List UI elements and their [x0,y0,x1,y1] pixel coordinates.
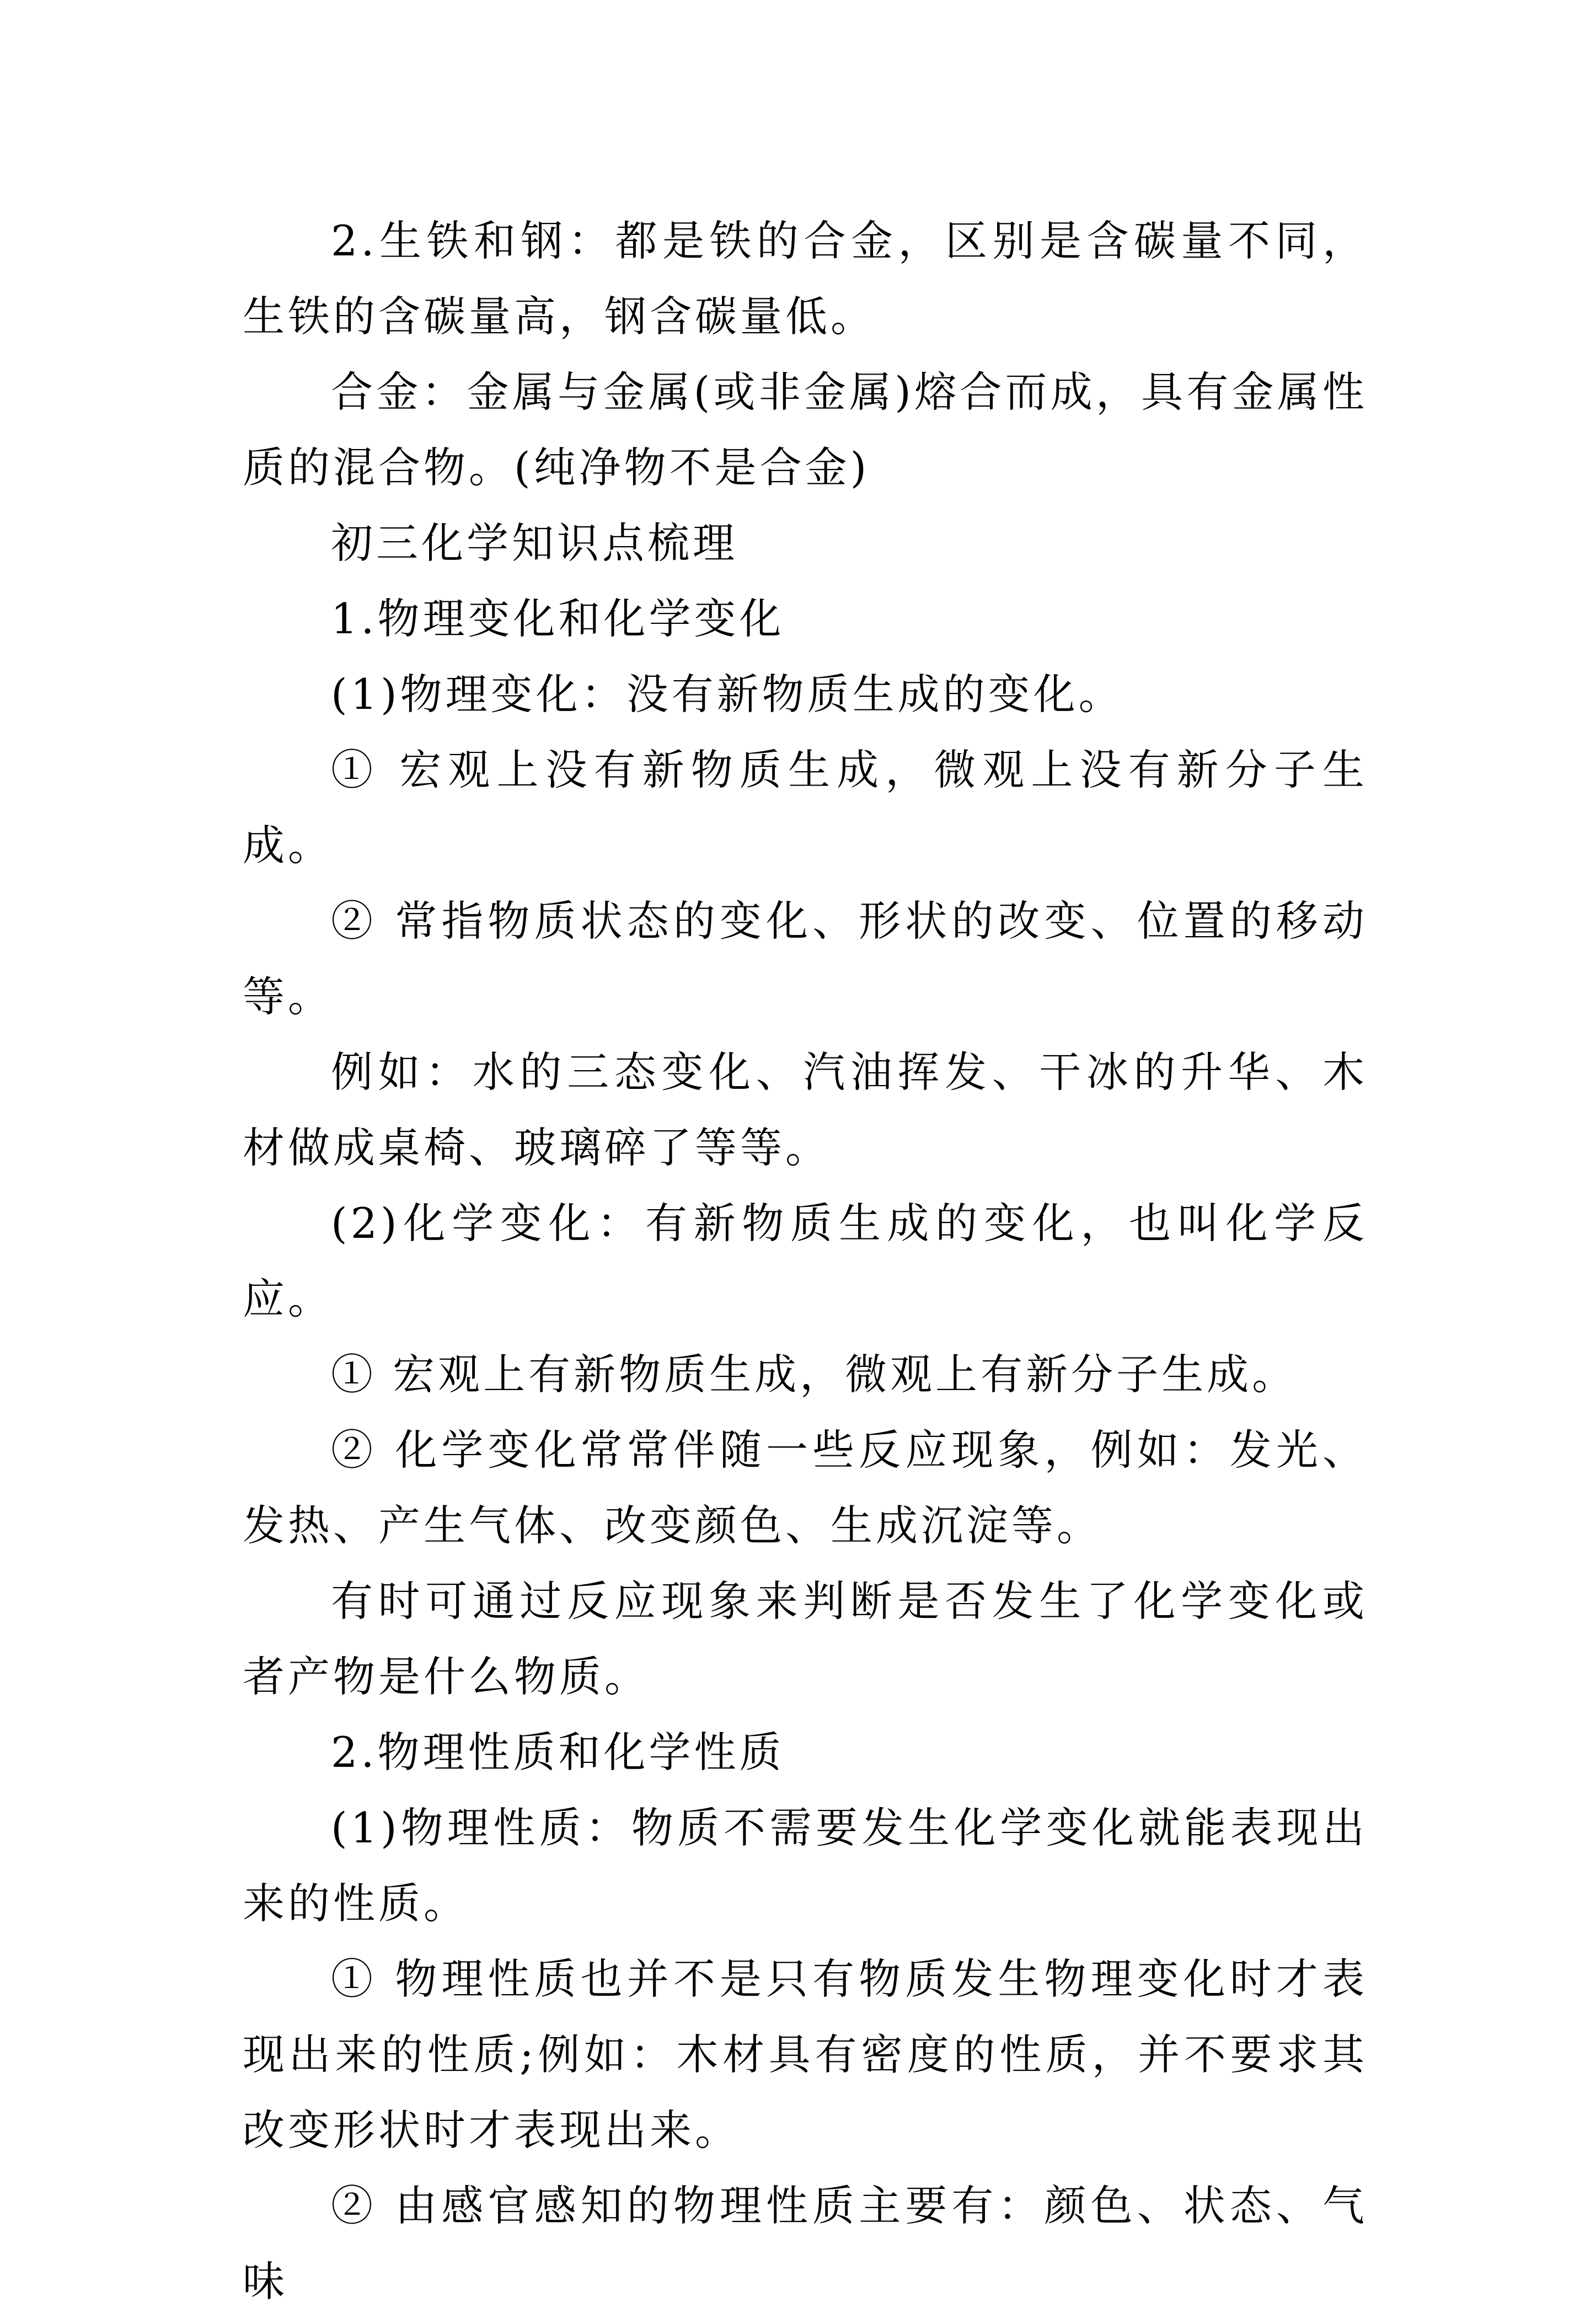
subheading-changes: 1.物理变化和化学变化 [331,594,785,643]
section-heading: 初三化学知识点梳理 [331,519,738,568]
list-item: ① 宏观上没有新物质生成，微观上没有新分子生成。 [243,745,1368,870]
list-item: ② 由感官感知的物理性质主要有：颜色、状态、气味 [243,2181,1368,2306]
paragraph-chemical-change: (2)化学变化：有新物质生成的变化，也叫化学反应。 [243,1199,1368,1323]
list-item: ① 物理性质也并不是只有物质发生物理变化时才表现出来的性质;例如：木材具有密度的性质，并不要求其改变形状时才表现出来。 [243,1954,1368,2155]
paragraph-iron-steel: 2.生铁和钢：都是铁的合金，区别是含碳量不同，生铁的含碳量高，钢含碳量低。 [243,216,1368,341]
list-item: ① 宏观上有新物质生成，微观上有新分子生成。 [331,1350,1298,1399]
paragraph-physical-change: (1)物理变化：没有新物质生成的变化。 [331,670,1124,719]
paragraph-example: 例如：水的三态变化、汽油挥发、干冰的升华、木材做成桌椅、玻璃碎了等等。 [243,1048,1368,1172]
paragraph-judgement: 有时可通过反应现象来判断是否发生了化学变化或者产物是什么物质。 [243,1577,1368,1701]
paragraph-physical-property: (1)物理性质：物质不需要发生化学变化就能表现出来的性质。 [243,1803,1368,1928]
list-item: ② 常指物质状态的变化、形状的改变、位置的移动等。 [243,896,1368,1021]
text-body [243,203,1368,2319]
list-item: ② 化学变化常常伴随一些反应现象，例如：发光、发热、产生气体、改变颜色、生成沉淀等。 [243,1425,1368,1550]
paragraph-alloy: 合金：金属与金属(或非金属)熔合而成，具有金属性质的混合物。(纯净物不是合金) [243,367,1368,492]
subheading-properties: 2.物理性质和化学性质 [331,1728,785,1777]
